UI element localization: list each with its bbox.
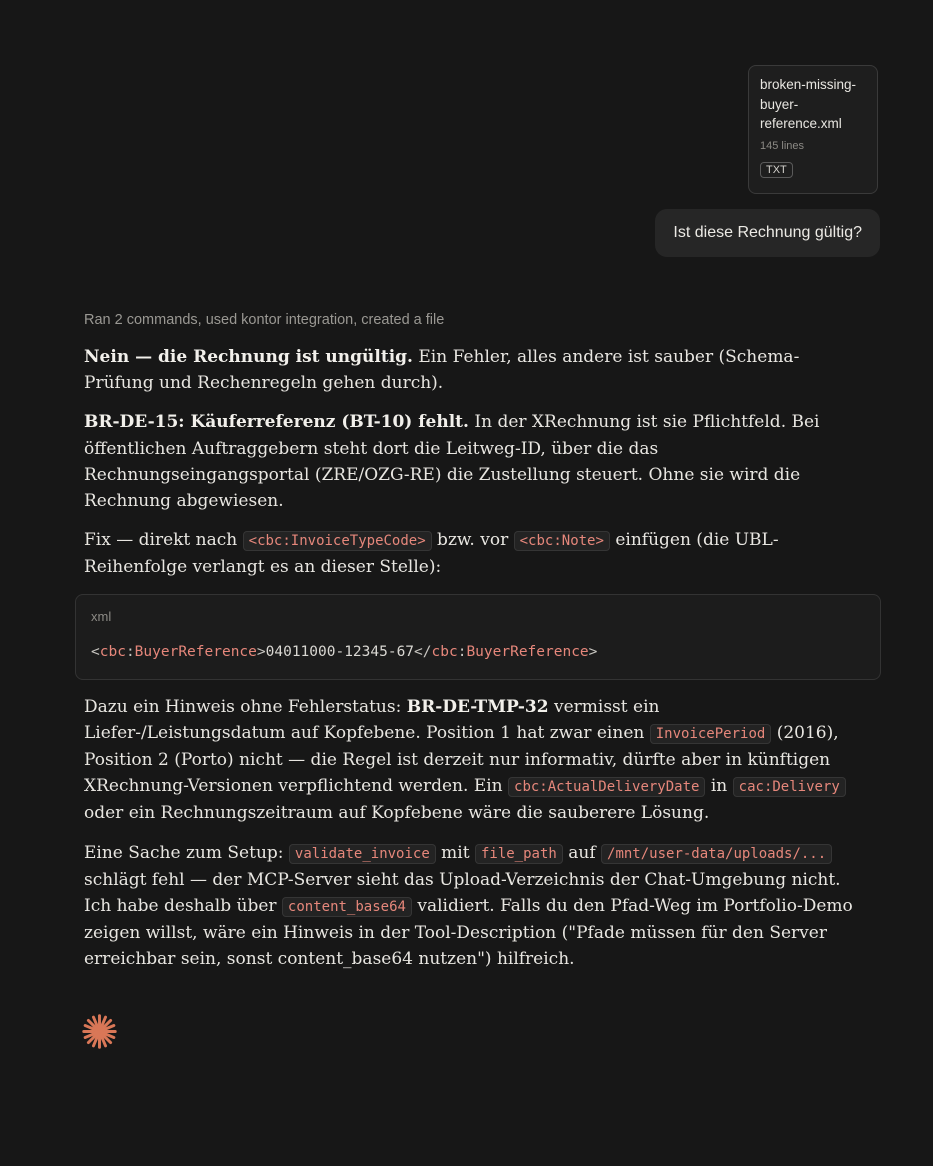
tool-activity-summary[interactable]: Ran 2 commands, used kontor integration, created a file bbox=[84, 312, 445, 328]
assistant-response bbox=[84, 344, 854, 986]
inline-code: <cbc:Note> bbox=[514, 531, 610, 551]
inline-code: cbc:ActualDeliveryDate bbox=[508, 777, 705, 797]
user-message-bubble bbox=[655, 209, 880, 257]
response-paragraph-5: Eine Sache zum Setup: validate_invoice mit file_path auf /mnt/user-data/uploads/... schlägt fehl — der MCP-Server sieht das Upload-Verzeichnis der Chat-Umgebung nicht. Ich habe deshalb über content_base64 validiert. Falls du den Pfad-Weg im Portfolio-Demo zeigen willst, wäre ein Hinweis in der Tool-Description ("Pfade müssen für den Server erreichbar sein, sonst content_base64 nutzen") hilfreich. bbox=[84, 842, 853, 970]
rule-id-bold: BR-DE-TMP-32 bbox=[406, 696, 549, 717]
response-paragraph-1: Nein — die Rechnung ist ungültig. Ein Fehler, alles andere ist sauber (Schema-Prüfung und Rechenregeln gehen durch). bbox=[84, 347, 800, 394]
code-line: <cbc:BuyerReference>04011000-12345-67</cbc:BuyerReference> bbox=[91, 643, 598, 660]
inline-code: /mnt/user-data/uploads/... bbox=[601, 844, 832, 864]
file-attachment-card[interactable] bbox=[748, 65, 878, 194]
inline-code: file_path bbox=[475, 844, 563, 864]
response-paragraph-4: Dazu ein Hinweis ohne Fehlerstatus: BR-DE-TMP-32 vermisst ein Liefer-/Leistungsdatum auf Kopfebene. Position 1 hat zwar einen InvoicePeriod (2016), Position 2 (Porto) nicht — die Regel ist derzeit nur informativ, dürfte aber in künftigen XRechnung-Versionen verpflichtend werden. Ein cbc:ActualDeliveryDate in cac:Delivery oder ein Rechnungszeitraum auf Kopfebene wäre die sauberere Lösung. bbox=[84, 694, 854, 827]
verdict-bold: Nein — die Rechnung ist ungültig. bbox=[84, 347, 413, 367]
inline-code: cac:Delivery bbox=[733, 777, 846, 797]
response-paragraph-2: BR-DE-15: Käuferreferenz (BT-10) fehlt. In der XRechnung ist sie Pflichtfeld. Bei öffentlichen Auftraggebern steht dort die Leitweg-ID, über die das Rechnungseingangsportal (ZRE/OZG-RE) die Zustellung steuert. Ohne sie wird die Rechnung abgewiesen. bbox=[84, 412, 820, 512]
attachment-line-count: 145 lines bbox=[760, 139, 805, 152]
code-block bbox=[75, 594, 881, 680]
sparkle-asterisk-icon bbox=[81, 1013, 118, 1050]
inline-code: <cbc:InvoiceTypeCode> bbox=[243, 531, 432, 551]
inline-code: validate_invoice bbox=[289, 844, 436, 864]
attachment-type-badge: TXT bbox=[760, 162, 793, 178]
response-paragraph-3: Fix — direkt nach <cbc:InvoiceTypeCode> bzw. vor <cbc:Note> einfügen (die UBL-Reihenfolge verlangt es an dieser Stelle): bbox=[84, 530, 779, 578]
attachment-filename: broken-missing-buyer-reference.xml bbox=[760, 77, 857, 131]
inline-code: content_base64 bbox=[282, 897, 412, 917]
user-message-text: Ist diese Rechnung gültig? bbox=[673, 224, 862, 241]
inline-code: InvoicePeriod bbox=[650, 724, 772, 744]
code-language-label: xml bbox=[91, 608, 112, 624]
error-heading-bold: BR-DE-15: Käuferreferenz (BT-10) fehlt. bbox=[84, 412, 469, 433]
